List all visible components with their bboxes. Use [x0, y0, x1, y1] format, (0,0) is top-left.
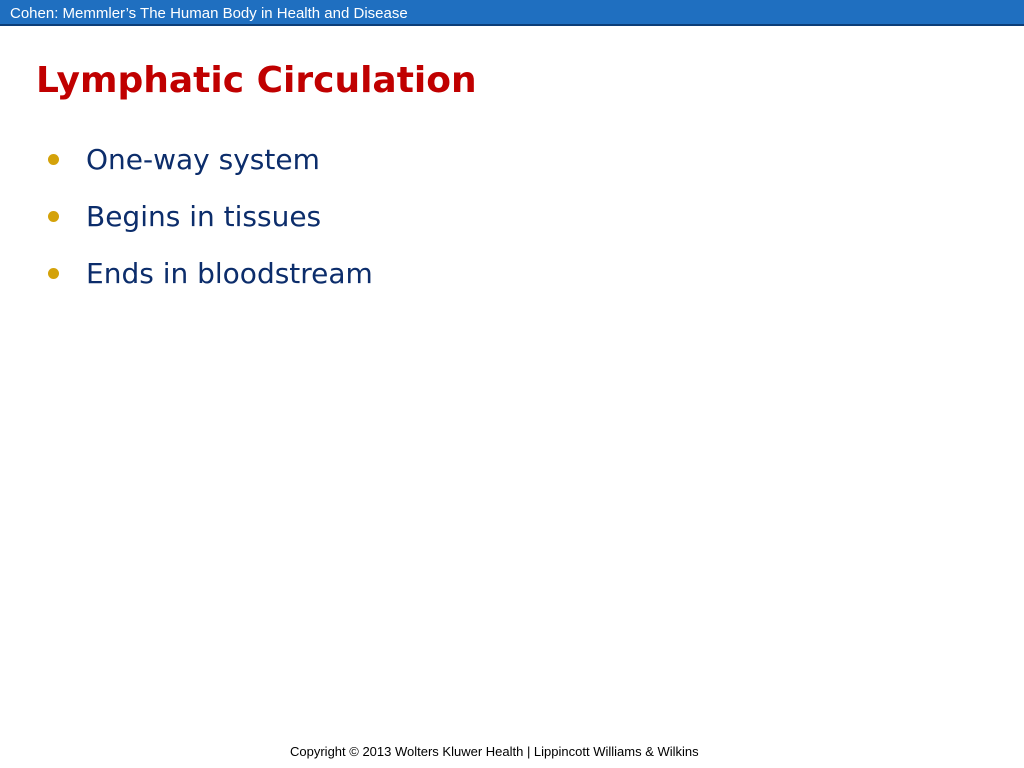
bullet-item — [46, 197, 373, 254]
bullet-text: Ends in bloodstream — [86, 257, 373, 290]
copyright-text: Copyright © 2013 Wolters Kluwer Health | Lippincott Williams & Wilkins — [290, 744, 699, 759]
book-title: Cohen: Memmler’s The Human Body in Health and Disease — [10, 5, 408, 22]
bullet-dot-icon — [48, 268, 59, 279]
bullet-text: One-way system — [86, 143, 320, 176]
bullet-item — [46, 140, 373, 197]
bullet-list — [46, 140, 373, 311]
bullet-text: Begins in tissues — [86, 200, 322, 233]
header-bar — [0, 0, 1024, 26]
bullet-dot-icon — [48, 211, 59, 222]
bullet-dot-icon — [48, 154, 59, 165]
bullet-item — [46, 254, 373, 311]
slide-title: Lymphatic Circulation — [36, 60, 477, 101]
